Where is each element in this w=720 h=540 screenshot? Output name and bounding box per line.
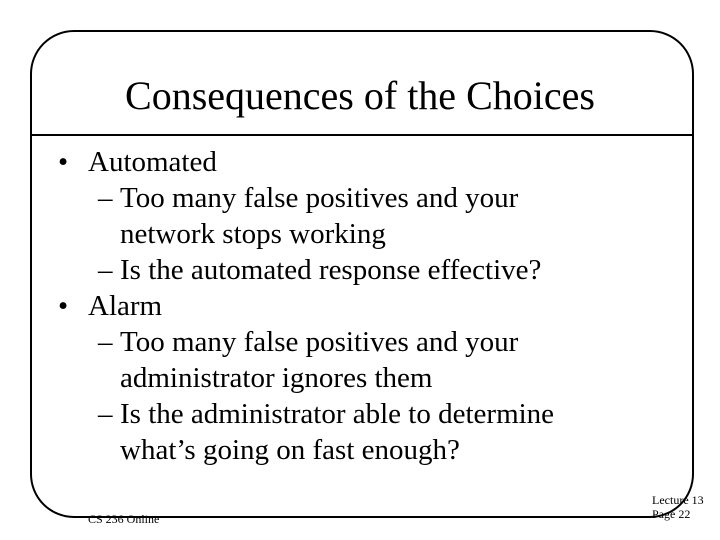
- slide-title: Consequences of the Choices: [125, 73, 595, 118]
- sub-bullet-line: administrator ignores them: [120, 362, 433, 394]
- dash-marker: –: [98, 326, 113, 358]
- lecture-label: Lecture 13: [652, 493, 704, 507]
- sub-bullet-line: network stops working: [120, 218, 386, 250]
- bullet-list: [56, 144, 656, 468]
- page-label: Page 22: [652, 507, 691, 521]
- bullet-marker: •: [58, 290, 69, 322]
- title-divider: [32, 134, 694, 136]
- sub-bullet-line: Is the administrator able to determine: [120, 398, 555, 430]
- course-label: CS 236 Online: [88, 512, 160, 526]
- dash-marker: –: [98, 182, 113, 214]
- sub-bullet-item: [98, 180, 656, 252]
- bullet-text: Alarm: [88, 290, 163, 322]
- bullet-marker: •: [58, 146, 69, 178]
- bullet-item: [58, 288, 656, 324]
- sub-bullet-line: Is the automated response effective?: [120, 254, 542, 286]
- sub-bullet-item: [98, 252, 656, 288]
- dash-marker: –: [98, 254, 113, 286]
- bullet-item: [58, 144, 656, 180]
- sub-bullet-item: [98, 324, 656, 396]
- sub-bullet-item: [98, 396, 656, 468]
- sub-bullet-line: Too many false positives and your: [120, 182, 519, 214]
- lecture-info: [652, 493, 704, 521]
- bullet-text: Automated: [88, 146, 217, 178]
- dash-marker: –: [98, 398, 113, 430]
- sub-bullet-line: Too many false positives and your: [120, 326, 519, 358]
- sub-bullet-line: what’s going on fast enough?: [120, 434, 460, 466]
